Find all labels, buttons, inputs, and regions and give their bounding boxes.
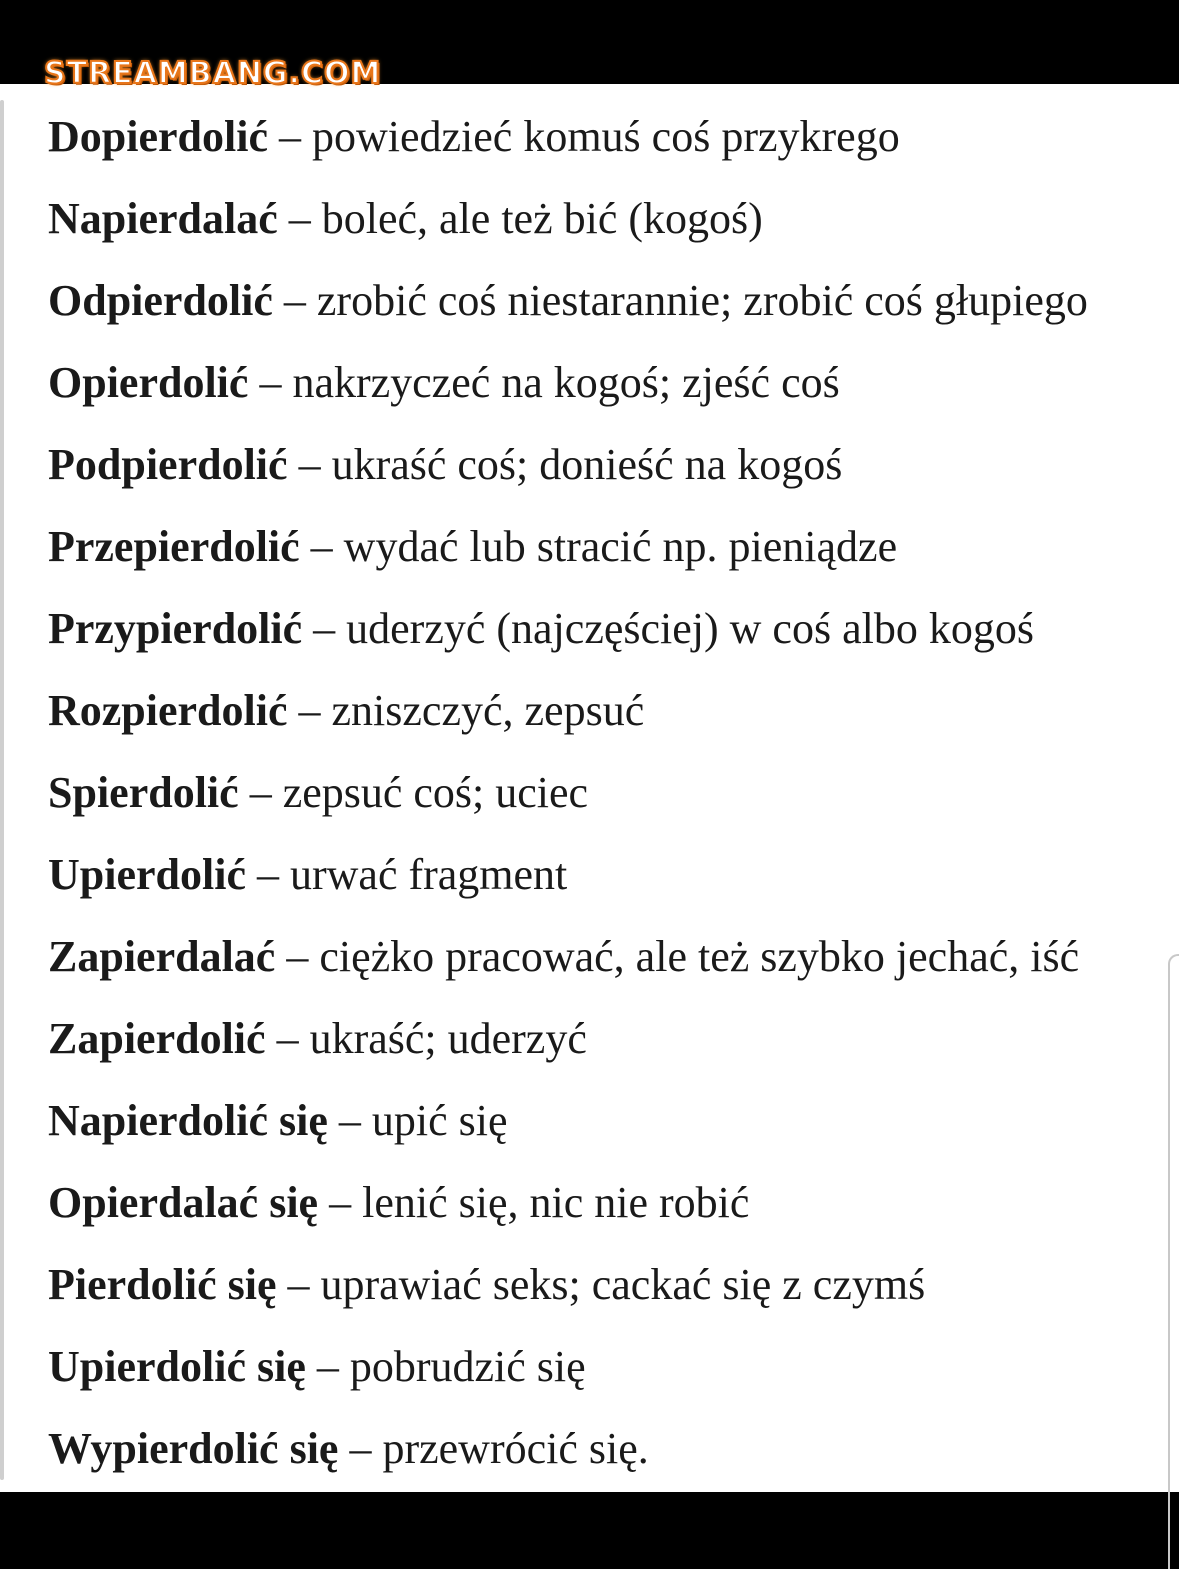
term: Odpierdolić bbox=[48, 276, 273, 325]
term: Podpierdolić bbox=[48, 440, 288, 489]
separator: – bbox=[286, 932, 309, 981]
list-item bbox=[48, 670, 1158, 752]
definitions-list bbox=[48, 96, 1158, 1490]
list-item bbox=[48, 1162, 1158, 1244]
definition: ukraść coś; donieść na kogoś bbox=[331, 440, 843, 489]
definition: zrobić coś niestarannie; zrobić coś głupiego bbox=[316, 276, 1088, 325]
term: Przypierdolić bbox=[48, 604, 303, 653]
list-item bbox=[48, 1408, 1158, 1490]
term: Pierdolić się bbox=[48, 1260, 277, 1309]
list-item bbox=[48, 178, 1158, 260]
term: Opierdolić bbox=[48, 358, 249, 407]
term: Rozpierdolić bbox=[48, 686, 288, 735]
definition: zepsuć coś; uciec bbox=[282, 768, 589, 817]
term: Zapierdolić bbox=[48, 1014, 266, 1063]
separator: – bbox=[256, 850, 279, 899]
definition: uprawiać seks; cackać się z czymś bbox=[320, 1260, 926, 1309]
list-item bbox=[48, 424, 1158, 506]
definition: zniszczyć, zepsuć bbox=[331, 686, 645, 735]
list-item bbox=[48, 1326, 1158, 1408]
term: Napierdolić się bbox=[48, 1096, 328, 1145]
separator: – bbox=[338, 1096, 361, 1145]
list-item bbox=[48, 342, 1158, 424]
definition: lenić się, nic nie robić bbox=[362, 1178, 750, 1227]
separator: – bbox=[313, 604, 336, 653]
definition: uderzyć (najczęściej) w coś albo kogoś bbox=[346, 604, 1034, 653]
right-scroll-frame bbox=[1168, 954, 1179, 1569]
definition: nakrzyczeć na kogoś; zjeść coś bbox=[292, 358, 840, 407]
term: Spierdolić bbox=[48, 768, 239, 817]
separator: – bbox=[329, 1178, 352, 1227]
list-item bbox=[48, 916, 1158, 998]
term: Opierdalać się bbox=[48, 1178, 319, 1227]
separator: – bbox=[259, 358, 282, 407]
separator: – bbox=[349, 1424, 372, 1473]
definition: boleć, ale też bić (kogoś) bbox=[321, 194, 763, 243]
list-item bbox=[48, 1244, 1158, 1326]
list-item bbox=[48, 1080, 1158, 1162]
list-item bbox=[48, 260, 1158, 342]
watermark-logo: STREAMBANG.COM bbox=[44, 56, 382, 91]
term: Upierdolić bbox=[48, 850, 246, 899]
list-item bbox=[48, 588, 1158, 670]
separator: – bbox=[288, 194, 311, 243]
term: Upierdolić się bbox=[48, 1342, 306, 1391]
term: Napierdalać bbox=[48, 194, 278, 243]
separator: – bbox=[298, 686, 321, 735]
definition: przewrócić się. bbox=[382, 1424, 649, 1473]
list-item bbox=[48, 834, 1158, 916]
definition: upić się bbox=[371, 1096, 508, 1145]
separator: – bbox=[310, 522, 333, 571]
separator: – bbox=[287, 1260, 310, 1309]
separator: – bbox=[249, 768, 272, 817]
left-page-edge bbox=[0, 100, 4, 1480]
separator: – bbox=[316, 1342, 339, 1391]
separator: – bbox=[278, 112, 301, 161]
term: Wypierdolić się bbox=[48, 1424, 339, 1473]
definition: powiedzieć komuś coś przykrego bbox=[311, 112, 900, 161]
list-item bbox=[48, 96, 1158, 178]
definition: wydać lub stracić np. pieniądze bbox=[343, 522, 898, 571]
list-item bbox=[48, 506, 1158, 588]
separator: – bbox=[298, 440, 321, 489]
term: Zapierdalać bbox=[48, 932, 276, 981]
list-item bbox=[48, 752, 1158, 834]
separator: – bbox=[283, 276, 306, 325]
definition: urwać fragment bbox=[289, 850, 568, 899]
definition: ciężko pracować, ale też szybko jechać, iść bbox=[319, 932, 1080, 981]
term: Dopierdolić bbox=[48, 112, 268, 161]
list-item bbox=[48, 998, 1158, 1080]
separator: – bbox=[276, 1014, 299, 1063]
definition: ukraść; uderzyć bbox=[309, 1014, 587, 1063]
term: Przepierdolić bbox=[48, 522, 300, 571]
definition: pobrudzić się bbox=[349, 1342, 586, 1391]
